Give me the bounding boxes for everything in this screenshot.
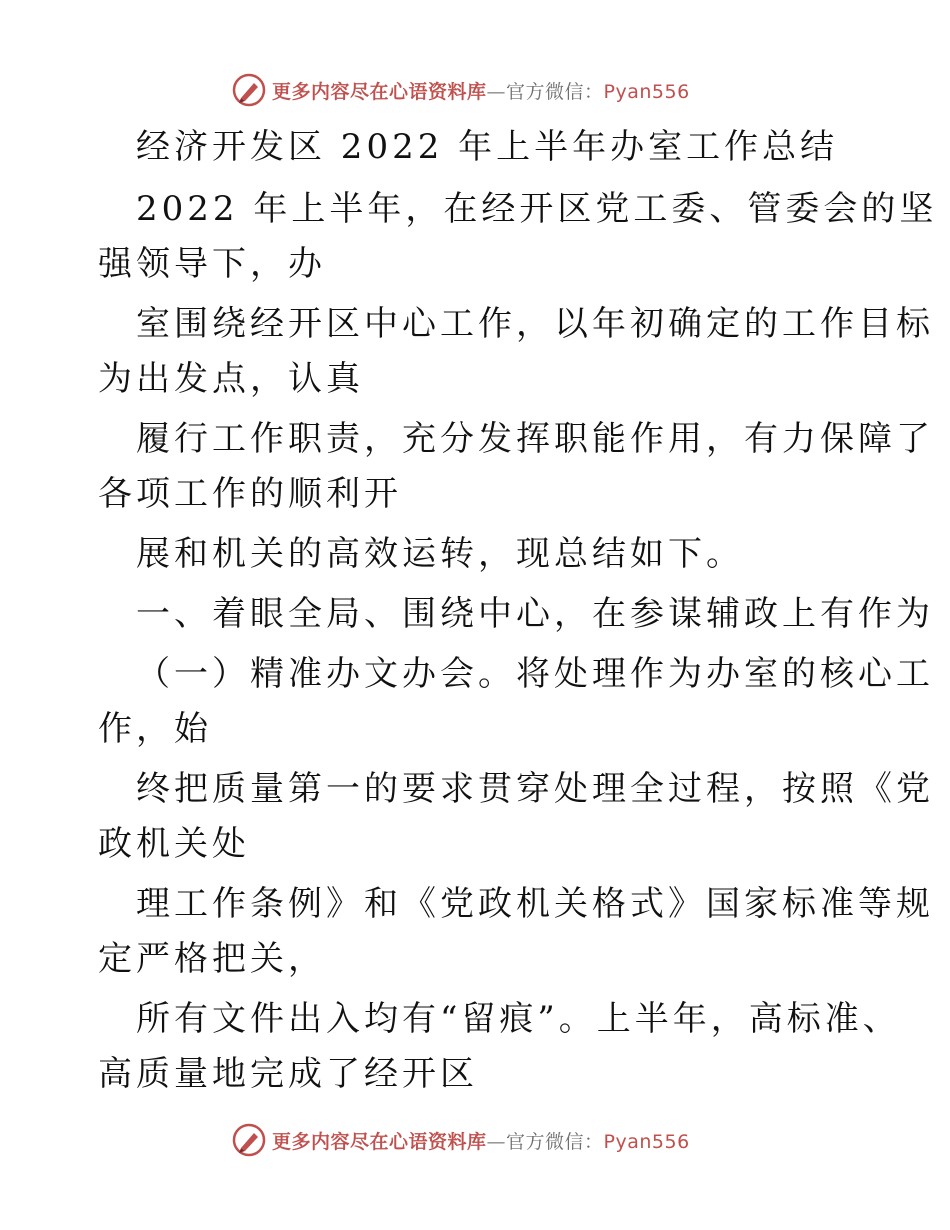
watermark-separator: — — [486, 80, 507, 103]
header-watermark — [232, 72, 690, 108]
watermark-brand: 更多内容尽在心语资料库 — [272, 80, 487, 103]
body-line: 所有文件出入均有“留痕”。上半年，高标准、 — [136, 999, 901, 1039]
watermark-text — [272, 77, 690, 104]
body-line: 定严格把关， — [98, 939, 326, 979]
body-line: 终把质量第一的要求贯穿处理全过程，按照《党 — [136, 769, 934, 809]
section-heading: 一、着眼全局、围绕中心，在参谋辅政上有作为 — [136, 594, 934, 634]
body-line: 2022 年上半年，在经开区党工委、管委会的坚 — [136, 189, 938, 229]
watermark-wechat-account: Pyan556 — [603, 80, 690, 103]
body-line: 政机关处 — [98, 824, 250, 864]
watermark-text — [272, 1127, 690, 1154]
watermark-wechat-account: Pyan556 — [603, 1130, 690, 1153]
body-line: 高质量地完成了经开区 — [98, 1054, 478, 1094]
footer-watermark — [232, 1122, 690, 1158]
body-line: 室围绕经开区中心工作，以年初确定的工作目标 — [136, 304, 934, 344]
document-title: 经济开发区 2022 年上半年办室工作总结 — [136, 127, 839, 167]
body-line: 各项工作的顺利开 — [98, 474, 402, 514]
body-line: 履行工作职责，充分发挥职能作用，有力保障了 — [136, 419, 934, 459]
body-line: 作，始 — [98, 709, 212, 749]
body-line: 强领导下，办 — [98, 244, 326, 284]
body-line: 为出发点，认真 — [98, 359, 364, 399]
pen-logo-icon — [232, 73, 266, 107]
watermark-wechat-label: 官方微信： — [506, 80, 604, 103]
watermark-wechat-label: 官方微信： — [506, 1130, 604, 1153]
body-line: 展和机关的高效运转，现总结如下。 — [136, 534, 744, 574]
body-line: 理工作条例》和《党政机关格式》国家标准等规 — [136, 884, 934, 924]
watermark-brand: 更多内容尽在心语资料库 — [272, 1130, 487, 1153]
subsection-line: （一）精准办文办会。将处理作为办室的核心工 — [136, 654, 934, 694]
pen-logo-icon — [232, 1123, 266, 1157]
watermark-separator: — — [486, 1130, 507, 1153]
